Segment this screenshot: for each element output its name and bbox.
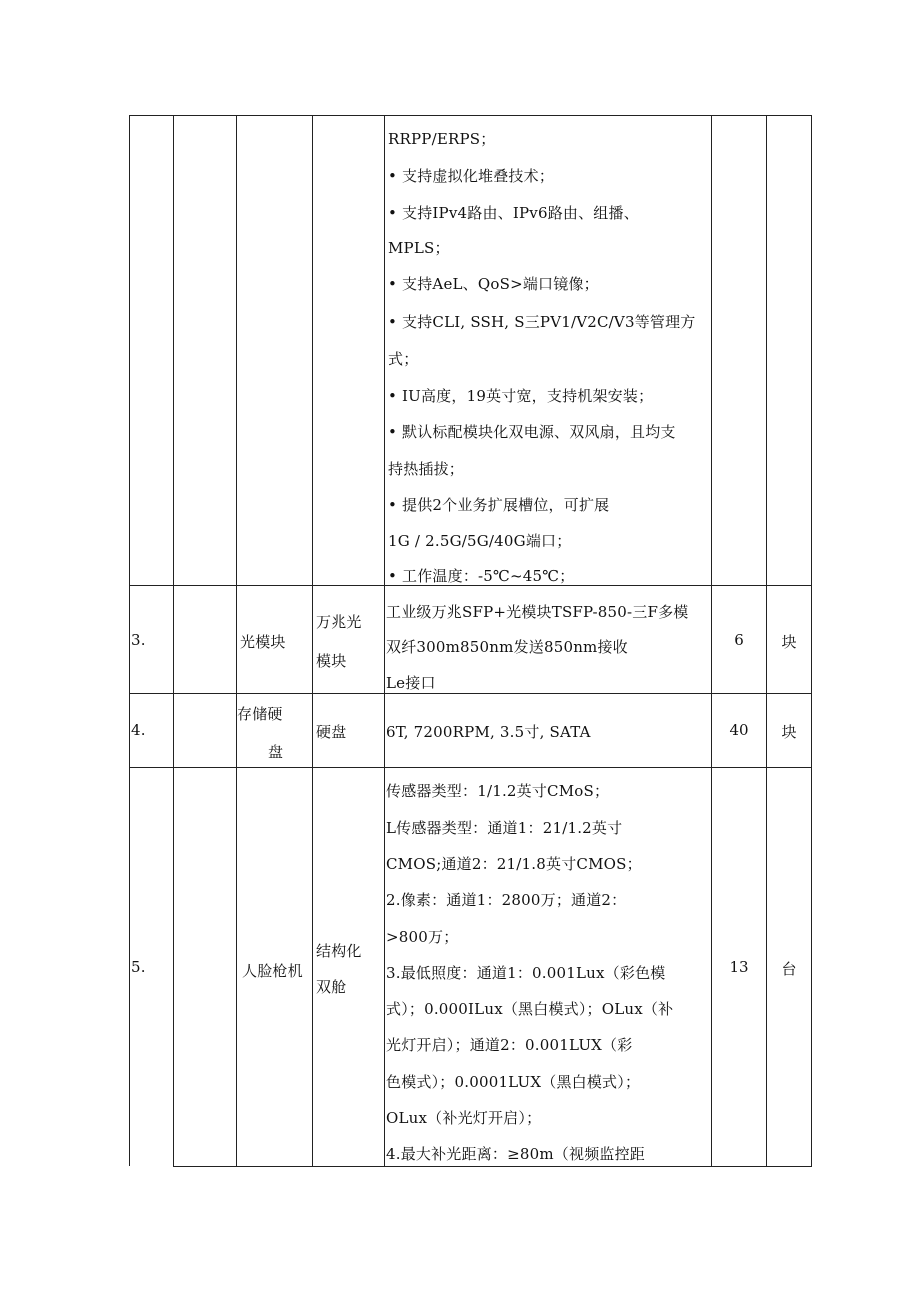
spec-line: 式）；0.000ILux（黑白模式）；OLux（补 (386, 1000, 674, 1018)
spec-line: 6T, 7200RPM, 3.5寸, SATA (386, 723, 591, 741)
item-name: 光模块 (240, 633, 286, 651)
spec-line: OLux（补光灯开启）； (386, 1109, 542, 1127)
table-border-bottom (173, 1166, 812, 1167)
spec-line: Le接口 (386, 674, 436, 692)
spec-line: • 支持AeL、QoS>端口镜像； (388, 275, 599, 293)
spec-line: 持热插拔； (388, 460, 465, 478)
spec-line: • 支持IPv4路由、IPv6路由、组播、 (388, 204, 639, 222)
spec-line: 光灯开启）；通道2：0.001LUX（彩 (386, 1036, 633, 1054)
spec-line: • IU高度，19英寸宽，支持机架安装； (388, 387, 654, 405)
spec-line: 色模式）；0.0001LUX（黑白模式）； (386, 1073, 641, 1091)
quantity: 40 (729, 721, 749, 739)
item-type: 双舱 (316, 978, 347, 996)
row-index: 4. (131, 721, 146, 739)
item-type: 结构化 (316, 942, 362, 960)
table-border-left (129, 115, 130, 1166)
spec-line: 传感器类型：1/1.2英寸CMoS； (386, 782, 610, 800)
spec-line: 式； (388, 350, 419, 368)
row-divider (129, 693, 812, 694)
spec-line: RRPP/ERPS； (388, 130, 496, 148)
table-border-top (129, 115, 812, 116)
spec-line: L传感器类型：通道1：21/1.2英寸 (386, 819, 623, 837)
spec-line: >800万； (386, 928, 459, 946)
col-divider (384, 115, 385, 1167)
item-name: 存储硬 (237, 705, 283, 723)
col-divider (173, 115, 174, 1167)
spec-line: CMOS;通道2：21/1.8英寸CMOS； (386, 855, 642, 873)
spec-line: 双纤300m850nm发送850nm接收 (386, 638, 628, 656)
spec-line: • 支持CLI, SSH, S三PV1/V2C/V3等管理方 (388, 313, 696, 331)
unit: 块 (781, 723, 797, 741)
item-name: 人脸枪机 (242, 962, 303, 980)
unit: 台 (781, 960, 797, 978)
item-name: 盘 (268, 743, 284, 761)
spec-line: • 默认标配模块化双电源、双风扇，且均支 (388, 423, 676, 441)
spec-line: • 提供2个业务扩展槽位，可扩展 (388, 496, 610, 514)
quantity: 6 (734, 631, 744, 649)
spec-line: 4.最大补光距离：≥80m（视频监控距 (386, 1145, 645, 1163)
spec-line: 2.像素：通道1：2800万；通道2： (386, 891, 627, 909)
spec-line: 工业级万兆SFP+光模块TSFP-850-三F多模 (386, 603, 689, 621)
spec-line: MPLS； (388, 239, 450, 257)
item-type: 硬盘 (316, 723, 347, 741)
row-index: 5. (131, 958, 146, 976)
item-type: 万兆光 (316, 613, 362, 631)
spec-line: • 支持虚拟化堆叠技术； (388, 167, 555, 185)
spec-line: • 工作温度：-5℃~45℃； (388, 567, 575, 585)
col-divider (236, 115, 237, 1167)
table-border-right (811, 115, 812, 1167)
item-type: 模块 (316, 652, 347, 670)
spec-line: 3.最低照度：通道1：0.001Lux（彩色模 (386, 964, 666, 982)
unit: 块 (781, 633, 797, 651)
quantity: 13 (729, 958, 749, 976)
row-index: 3. (131, 631, 146, 649)
col-divider (312, 115, 313, 1167)
row-divider (129, 767, 812, 768)
spec-line: 1G / 2.5G/5G/40G端口； (388, 532, 572, 550)
